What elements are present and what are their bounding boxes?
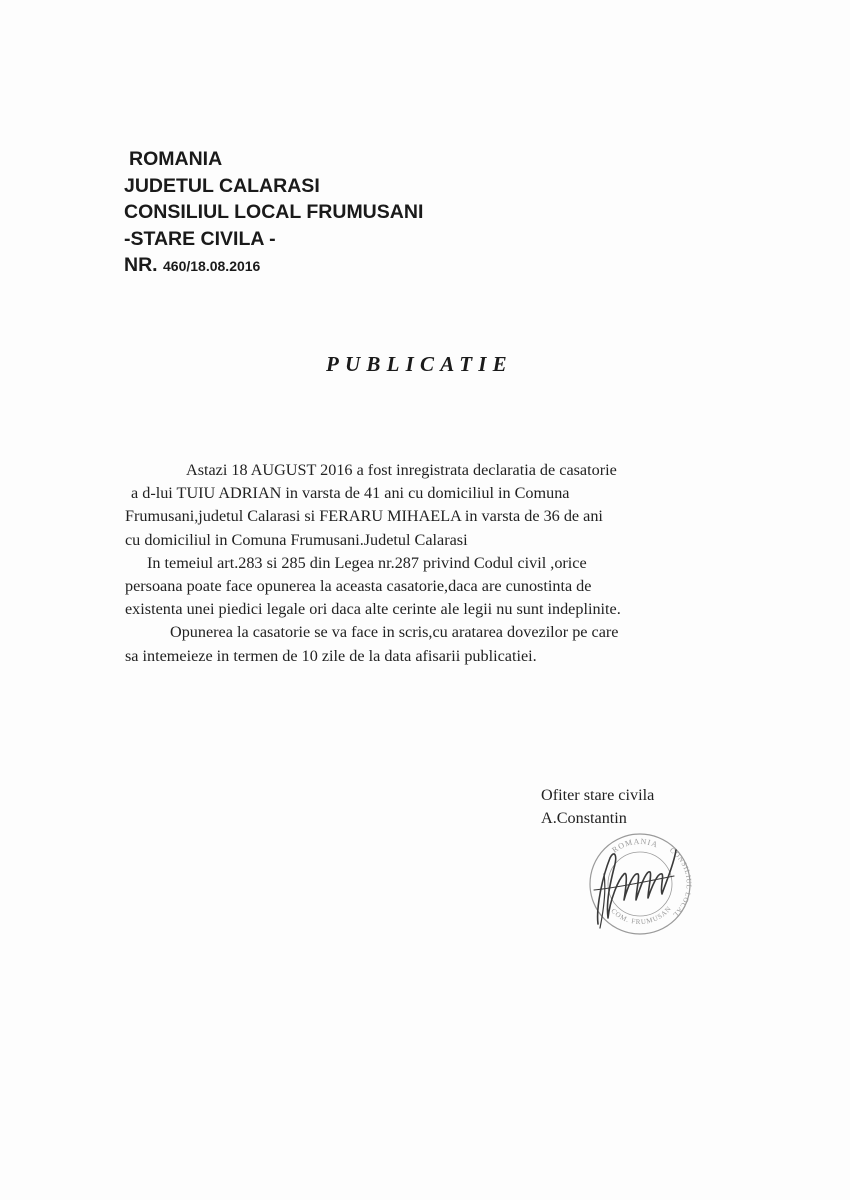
official-seal-and-signature — [584, 828, 696, 940]
signatory-name: A.Constantin — [541, 809, 627, 827]
issuer-header — [124, 146, 423, 280]
header-country: ROMANIA — [129, 148, 223, 170]
body-line: persoana poate face opunerea la aceasta casatorie,daca are cunostinta de — [125, 577, 592, 596]
header-department: -STARE CIVILA - — [124, 227, 276, 250]
body-line: sa intemeieze in termen de 10 zile de la data afisarii publicatiei. — [125, 646, 537, 665]
body-line: cu domiciliul in Comuna Frumusani.Judetul Calarasi — [125, 530, 468, 549]
body-line: Astazi 18 AUGUST 2016 a fost inregistrata declaratia de casatorie — [186, 461, 617, 479]
header-council: CONSILIUL LOCAL FRUMUSANI — [124, 201, 424, 223]
registration-number-value: 460/18.08.2016 — [163, 258, 261, 274]
header-county: JUDETUL CALARASI — [124, 174, 320, 197]
body-line: Frumusani,judetul Calarasi si FERARU MIHAELA in varsta de 36 de ani — [125, 507, 603, 526]
signature-block — [541, 784, 654, 830]
seal-text-right: CONSILIUL LOCAL — [668, 846, 693, 920]
seal-text-bottom: COM. FRUMUSAN — [609, 904, 674, 927]
registration-number-prefix: NR. — [124, 254, 158, 276]
body-line: a d-lui TUIU ADRIAN in varsta de 41 ani cu domiciliul in Comuna — [131, 484, 570, 503]
body-line: Opunerea la casatorie se va face in scris,cu aratarea dovezilor pe care — [170, 623, 619, 642]
header-registration-number — [124, 252, 423, 280]
signatory-role: Ofiter stare civila — [541, 786, 655, 804]
body-line: In temeiul art.283 si 285 din Legea nr.287 privind Codul civil ,orice — [147, 553, 587, 572]
publication-body — [125, 459, 725, 668]
body-line: existenta unei piedici legale ori daca alte cerinte ale legii nu sunt indeplinite. — [125, 600, 621, 619]
document-title: PUBLICATIE — [326, 352, 513, 376]
seal-text-top: ROMANIA — [610, 836, 660, 855]
